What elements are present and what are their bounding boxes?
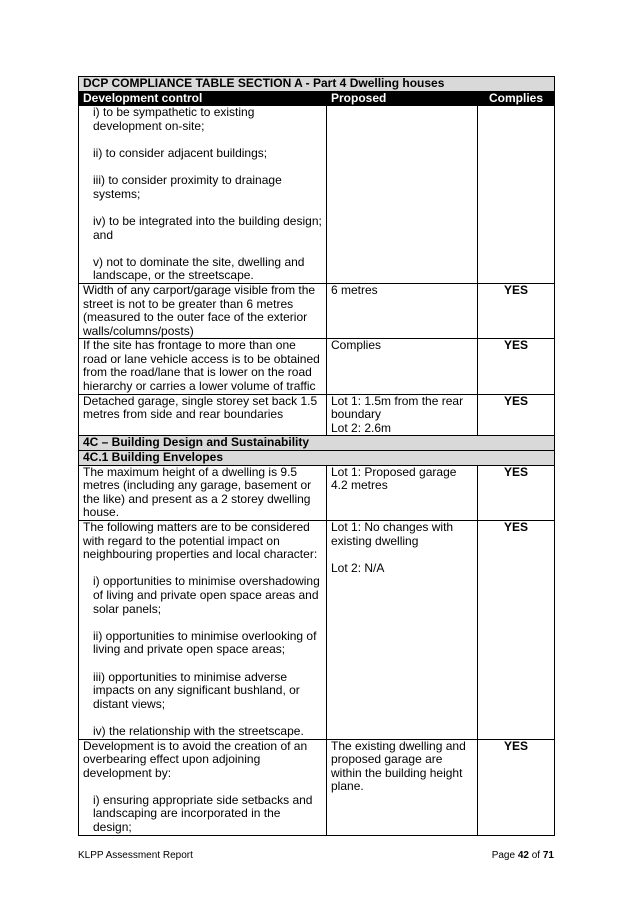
header-development-control: Development control <box>79 91 327 106</box>
proposed-lot1: Lot 1: 1.5m from the rear boundary <box>331 394 464 422</box>
complies-cell: YES <box>478 339 555 394</box>
footer-page-number <box>492 850 554 861</box>
proposed-cell: The existing dwelling and proposed garage are within the building height plane. <box>327 739 478 835</box>
table-row <box>79 283 555 338</box>
table-title: DCP COMPLIANCE TABLE SECTION A - Part 4 Dwelling houses <box>79 77 555 92</box>
table-row <box>79 521 555 740</box>
proposed-lot1: Lot 1: No changes with existing dwelling <box>331 520 454 548</box>
control-cell: The maximum height of a dwelling is 9.5 metres (including any garage, basement or the like) and present as a 2 storey dwelling house. <box>79 465 327 520</box>
control-intro: Development is to avoid the creation of an overbearing effect upon adjoining development by: <box>83 739 308 780</box>
control-cell: Detached garage, single storey set back 1.5 metres from side and rear boundaries <box>79 394 327 436</box>
dcp-compliance-table <box>78 76 555 836</box>
page-total: 71 <box>542 850 554 861</box>
complies-cell: YES <box>478 465 555 520</box>
table-row <box>79 106 555 284</box>
footer-report-name: KLPP Assessment Report <box>78 850 193 861</box>
proposed-cell: Lot 1: Proposed garage 4.2 metres <box>327 465 478 520</box>
table-row <box>79 739 555 835</box>
header-proposed: Proposed <box>327 91 478 106</box>
complies-cell: YES <box>478 283 555 338</box>
page-current: 42 <box>517 850 529 861</box>
proposed-cell <box>327 106 478 284</box>
page-mid: of <box>528 850 543 861</box>
control-cell <box>79 106 327 284</box>
list-item: i) opportunities to minimise overshadowing of living and private open space areas and solar panels; <box>93 574 320 616</box>
table-title-row <box>79 77 555 92</box>
proposed-cell: 6 metres <box>327 283 478 338</box>
list-item: ii) opportunities to minimise overlooking of living and private open space areas; <box>93 628 317 657</box>
subsection-heading: 4C.1 Building Envelopes <box>79 451 555 466</box>
table-header-row <box>79 91 555 106</box>
table-row <box>79 339 555 394</box>
list-item: i) ensuring appropriate side setbacks and landscaping are incorporated in the design; <box>93 792 313 835</box>
complies-cell <box>478 106 555 284</box>
control-cell: If the site has frontage to more than one road or lane vehicle access is to be obtained from the road/lane that is lower on the road hierarchy or carries a lower volume of traffic <box>79 339 327 394</box>
list-item: i) to be sympathetic to existing development on-site; <box>93 105 255 133</box>
control-intro: The following matters are to be considered with regard to the potential impact on neighbouring properties and local character: <box>83 520 318 562</box>
complies-cell: YES <box>478 521 555 740</box>
proposed-lot2: Lot 2: 2.6m <box>331 420 392 435</box>
complies-cell: YES <box>478 739 555 835</box>
complies-cell: YES <box>478 394 555 436</box>
proposed-cell: Complies <box>327 339 478 394</box>
list-item: iii) to consider proximity to drainage systems; <box>93 173 282 201</box>
list-item: iv) to be integrated into the building design; and <box>93 213 322 242</box>
section-heading-row <box>79 436 555 451</box>
page-prefix: Page <box>491 850 518 861</box>
control-cell: Width of any carport/garage visible from the street is not to be greater than 6 metres (measured to the outer face of the exterior walls/columns/posts) <box>79 283 327 338</box>
control-cell <box>79 521 327 740</box>
proposed-cell <box>327 394 478 436</box>
header-complies: Complies <box>478 91 555 106</box>
section-heading: 4C – Building Design and Sustainability <box>79 436 555 451</box>
list-item: ii) to consider adjacent buildings; <box>93 145 268 160</box>
control-cell <box>79 739 327 835</box>
table-row <box>79 394 555 436</box>
proposed-lot2: Lot 2: N/A <box>331 560 385 575</box>
list-item: v) not to dominate the site, dwelling and landscape, or the streetscape. <box>93 254 305 283</box>
list-item: iii) opportunities to minimise adverse impacts on any significant bushland, or distant views; <box>93 669 300 711</box>
list-item: iv) the relationship with the streetscape. <box>93 723 304 738</box>
proposed-cell <box>327 521 478 740</box>
subsection-heading-row <box>79 451 555 466</box>
table-row <box>79 465 555 520</box>
